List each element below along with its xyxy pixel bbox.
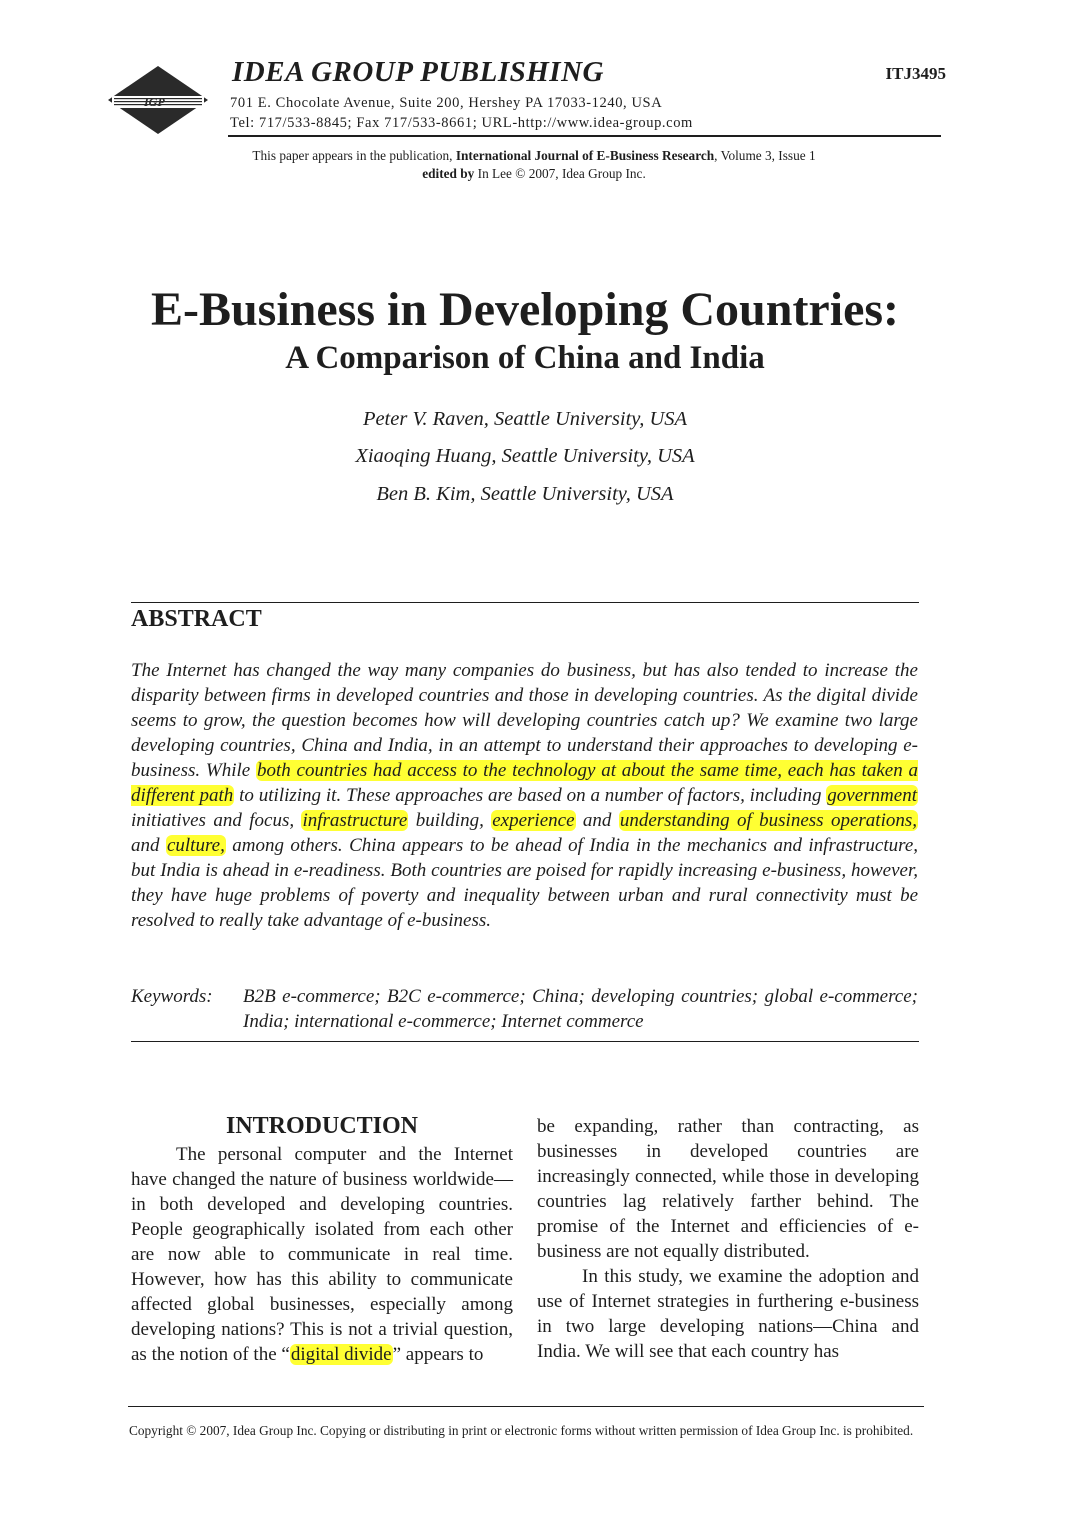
abstract-heading: ABSTRACT bbox=[131, 606, 262, 632]
highlight: digital divide bbox=[290, 1344, 392, 1365]
author: Xiaoqing Huang, Seattle University, USA bbox=[355, 445, 695, 467]
journal-name: International Journal of E-Business Research bbox=[455, 148, 715, 163]
keywords-label: Keywords: bbox=[131, 986, 213, 1007]
abstract-bottom-rule bbox=[131, 1041, 919, 1042]
author: Peter V. Raven, Seattle University, USA bbox=[362, 408, 688, 430]
publisher-name: IDEA GROUP PUBLISHING bbox=[232, 56, 604, 88]
introduction-heading: INTRODUCTION bbox=[225, 1113, 419, 1139]
introduction-left-column: The personal computer and the Internet have changed the nature of business worldwide—in both developed and developing countries. People geographically isolated from each other are now able to communicate in real time. However, how has this ability to communicate affected global businesses, especially among developing nations? This is not a trivial question, as the notion of the “digital divide” appears to bbox=[131, 1144, 513, 1365]
highlight: both countries had access to the technology at about the same time, each has taken a different path bbox=[131, 760, 918, 806]
publisher-contact: Tel: 717/533-8845; Fax 717/533-8661; URL-http://www.idea-group.com bbox=[230, 115, 693, 131]
introduction-right-column: be expanding, rather than contracting, as businesses in developed countries are increasingly connected, while those in developing countries lag relatively farther behind. The promise of the Internet and efficiencies of e-business are not equally distributed. In this study, we examine the adoption and use of Internet strategies in furthering e-business in two large developing nations—China and India. We will see that each country has bbox=[537, 1116, 919, 1362]
logo-lettering: IGP bbox=[144, 95, 165, 109]
publication-editor: edited by In Lee © 2007, Idea Group Inc. bbox=[422, 166, 646, 181]
publisher-logo bbox=[108, 66, 208, 134]
author: Ben B. Kim, Seattle University, USA bbox=[376, 483, 674, 505]
abstract-top-rule bbox=[131, 602, 919, 603]
highlight: experience bbox=[492, 810, 575, 831]
paper-title: E-Business in Developing Countries: bbox=[150, 283, 900, 336]
publication-notice: This paper appears in the publication, International Journal of E-Business Research, Volume 3, Issue 1 bbox=[252, 148, 816, 163]
header-divider bbox=[228, 135, 941, 137]
highlight: government bbox=[827, 785, 917, 806]
footer-divider bbox=[128, 1406, 924, 1407]
highlight: culture, bbox=[166, 835, 225, 856]
publisher-address: 701 E. Chocolate Avenue, Suite 200, Hershey PA 17033-1240, USA bbox=[230, 95, 663, 111]
highlight: understanding of business operations, bbox=[619, 810, 917, 831]
document-id: ITJ3495 bbox=[885, 64, 946, 83]
abstract-body: The Internet has changed the way many companies do business, but has also tended to increase the disparity between firms in developed countries and those in developing countries. As the digital divide seems to grow, the question becomes how will developing countries catch up? We examine two large developing countries, China and India, in an attempt to understand their approaches to developing e-business. While both countries had access to the technology at about the same time, each has taken a different path to utilizing it. These approaches are based on a number of factors, including government initiatives and focus, infrastructure building, experience and understanding of business operations, and culture, among others. China appears to be ahead of India in the mechanics and infrastructure, but India is ahead in e-readiness. Both countries are poised for rapidly increasing e-business, however, they have huge problems of poverty and inequality between urban and rural connectivity must be resolved to really take advantage of e-business. bbox=[131, 660, 919, 931]
paper-subtitle: A Comparison of China and India bbox=[285, 340, 765, 376]
keywords-list: B2B e-commerce; B2C e-commerce; China; developing countries; global e-commerce; India; international e-commerce; Internet commerce bbox=[243, 986, 918, 1032]
copyright-notice: Copyright © 2007, Idea Group Inc. Copying or distributing in print or electronic forms without written permission of Idea Group Inc. is prohibited. bbox=[129, 1423, 914, 1438]
highlight: infrastructure bbox=[302, 810, 408, 831]
